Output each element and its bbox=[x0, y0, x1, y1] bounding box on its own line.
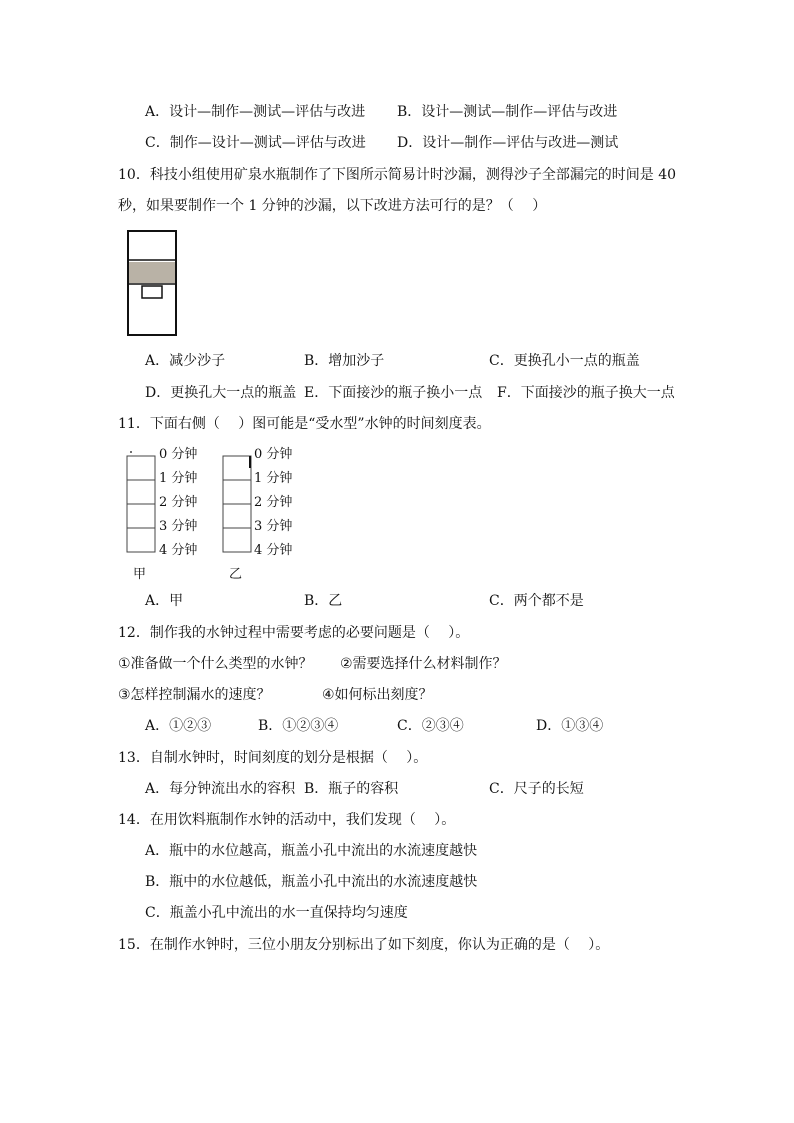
q10-stem-line1: 10．科技小组使用矿泉水瓶制作了下图所示简易计时沙漏，测得沙子全部漏完的时间是 40 bbox=[118, 167, 677, 183]
q13-option-a: A．每分钟流出水的容积 bbox=[145, 781, 296, 797]
q14-option-b: B．瓶中的水位越低，瓶盖小孔中流出的水流速度越快 bbox=[145, 874, 478, 890]
q12-item-4: ④如何标出刻度？ bbox=[322, 687, 433, 703]
q9-option-a: A．设计—制作—测试—评估与改进 bbox=[145, 104, 366, 120]
figure-label-jia: 甲 bbox=[133, 567, 147, 582]
q10-option-b: B．增加沙子 bbox=[304, 353, 385, 369]
q13-option-c: C．尺子的长短 bbox=[489, 781, 584, 797]
q14-option-a: A．瓶中的水位越高，瓶盖小孔中流出的水流速度越快 bbox=[145, 843, 478, 859]
q9-option-c: C．制作—设计—测试—评估与改进 bbox=[145, 135, 366, 151]
q12-option-c: C．②③④ bbox=[397, 718, 464, 734]
q12-stem: 12．制作我的水钟过程中需要考虑的必要问题是（ ）。 bbox=[118, 625, 470, 641]
sand-timer-figure bbox=[126, 229, 182, 339]
q15-stem: 15．在制作水钟时，三位小朋友分别标出了如下刻度，你认为正确的是（ ）。 bbox=[118, 937, 610, 953]
sand-layer bbox=[129, 262, 175, 283]
q11-option-c: C．两个都不是 bbox=[489, 593, 584, 609]
q10-stem-line2: 秒，如果要制作一个 1 分钟的沙漏，以下改进方法可行的是？（ ） bbox=[118, 198, 547, 214]
q13-stem: 13．自制水钟时，时间刻度的划分是根据（ ）。 bbox=[118, 750, 428, 766]
jia-scale-4: 4 分钟 bbox=[159, 543, 198, 558]
q10-option-d: D．更换孔大一点的瓶盖 bbox=[145, 385, 297, 401]
q10-option-c: C．更换孔小一点的瓶盖 bbox=[489, 353, 640, 369]
figure-label-yi: 乙 bbox=[229, 567, 243, 582]
jia-scale-3: 3 分钟 bbox=[159, 519, 198, 534]
q9-option-b: B．设计—测试—制作—评估与改进 bbox=[397, 104, 618, 120]
q14-option-c: C．瓶盖小孔中流出的水一直保持均匀速度 bbox=[145, 905, 408, 921]
q12-item-2: ②需要选择什么材料制作？ bbox=[340, 656, 507, 672]
q12-option-b: B．①②③④ bbox=[258, 718, 339, 734]
q11-option-a: A．甲 bbox=[145, 593, 184, 609]
yi-scale-4: 4 分钟 bbox=[254, 543, 293, 558]
q10-option-e: E．下面接沙的瓶子换小一点 bbox=[304, 385, 483, 401]
q14-stem: 14．在用饮料瓶制作水钟的活动中，我们发现（ ）。 bbox=[118, 812, 456, 828]
q12-option-a: A．①②③ bbox=[145, 718, 212, 734]
q13-option-b: B．瓶子的容积 bbox=[304, 781, 399, 797]
scale-figure-jia bbox=[124, 450, 158, 554]
q10-option-f: F．下面接沙的瓶子换大一点 bbox=[497, 385, 675, 401]
yi-scale-1: 1 分钟 bbox=[254, 471, 293, 486]
q12-item-1: ①准备做一个什么类型的水钟？ bbox=[118, 656, 313, 672]
jia-scale-0: 0 分钟 bbox=[159, 447, 198, 462]
scale-figure-yi bbox=[220, 450, 254, 554]
jia-scale-2: 2 分钟 bbox=[159, 495, 198, 510]
jia-scale-1: 1 分钟 bbox=[159, 471, 198, 486]
q11-stem: 11．下面右侧（ ）图可能是“受水型”水钟的时间刻度表。 bbox=[118, 416, 491, 432]
yi-scale-3: 3 分钟 bbox=[254, 519, 293, 534]
yi-scale-0: 0 分钟 bbox=[254, 447, 293, 462]
q12-item-3: ③怎样控制漏水的速度？ bbox=[118, 687, 271, 703]
q9-option-d: D．设计—制作—评估与改进—测试 bbox=[397, 135, 619, 151]
q11-option-b: B．乙 bbox=[304, 593, 343, 609]
q12-option-d: D．①③④ bbox=[536, 718, 604, 734]
q10-option-a: A．减少沙子 bbox=[145, 353, 226, 369]
bottle-cap bbox=[142, 286, 162, 298]
yi-scale-2: 2 分钟 bbox=[254, 495, 293, 510]
